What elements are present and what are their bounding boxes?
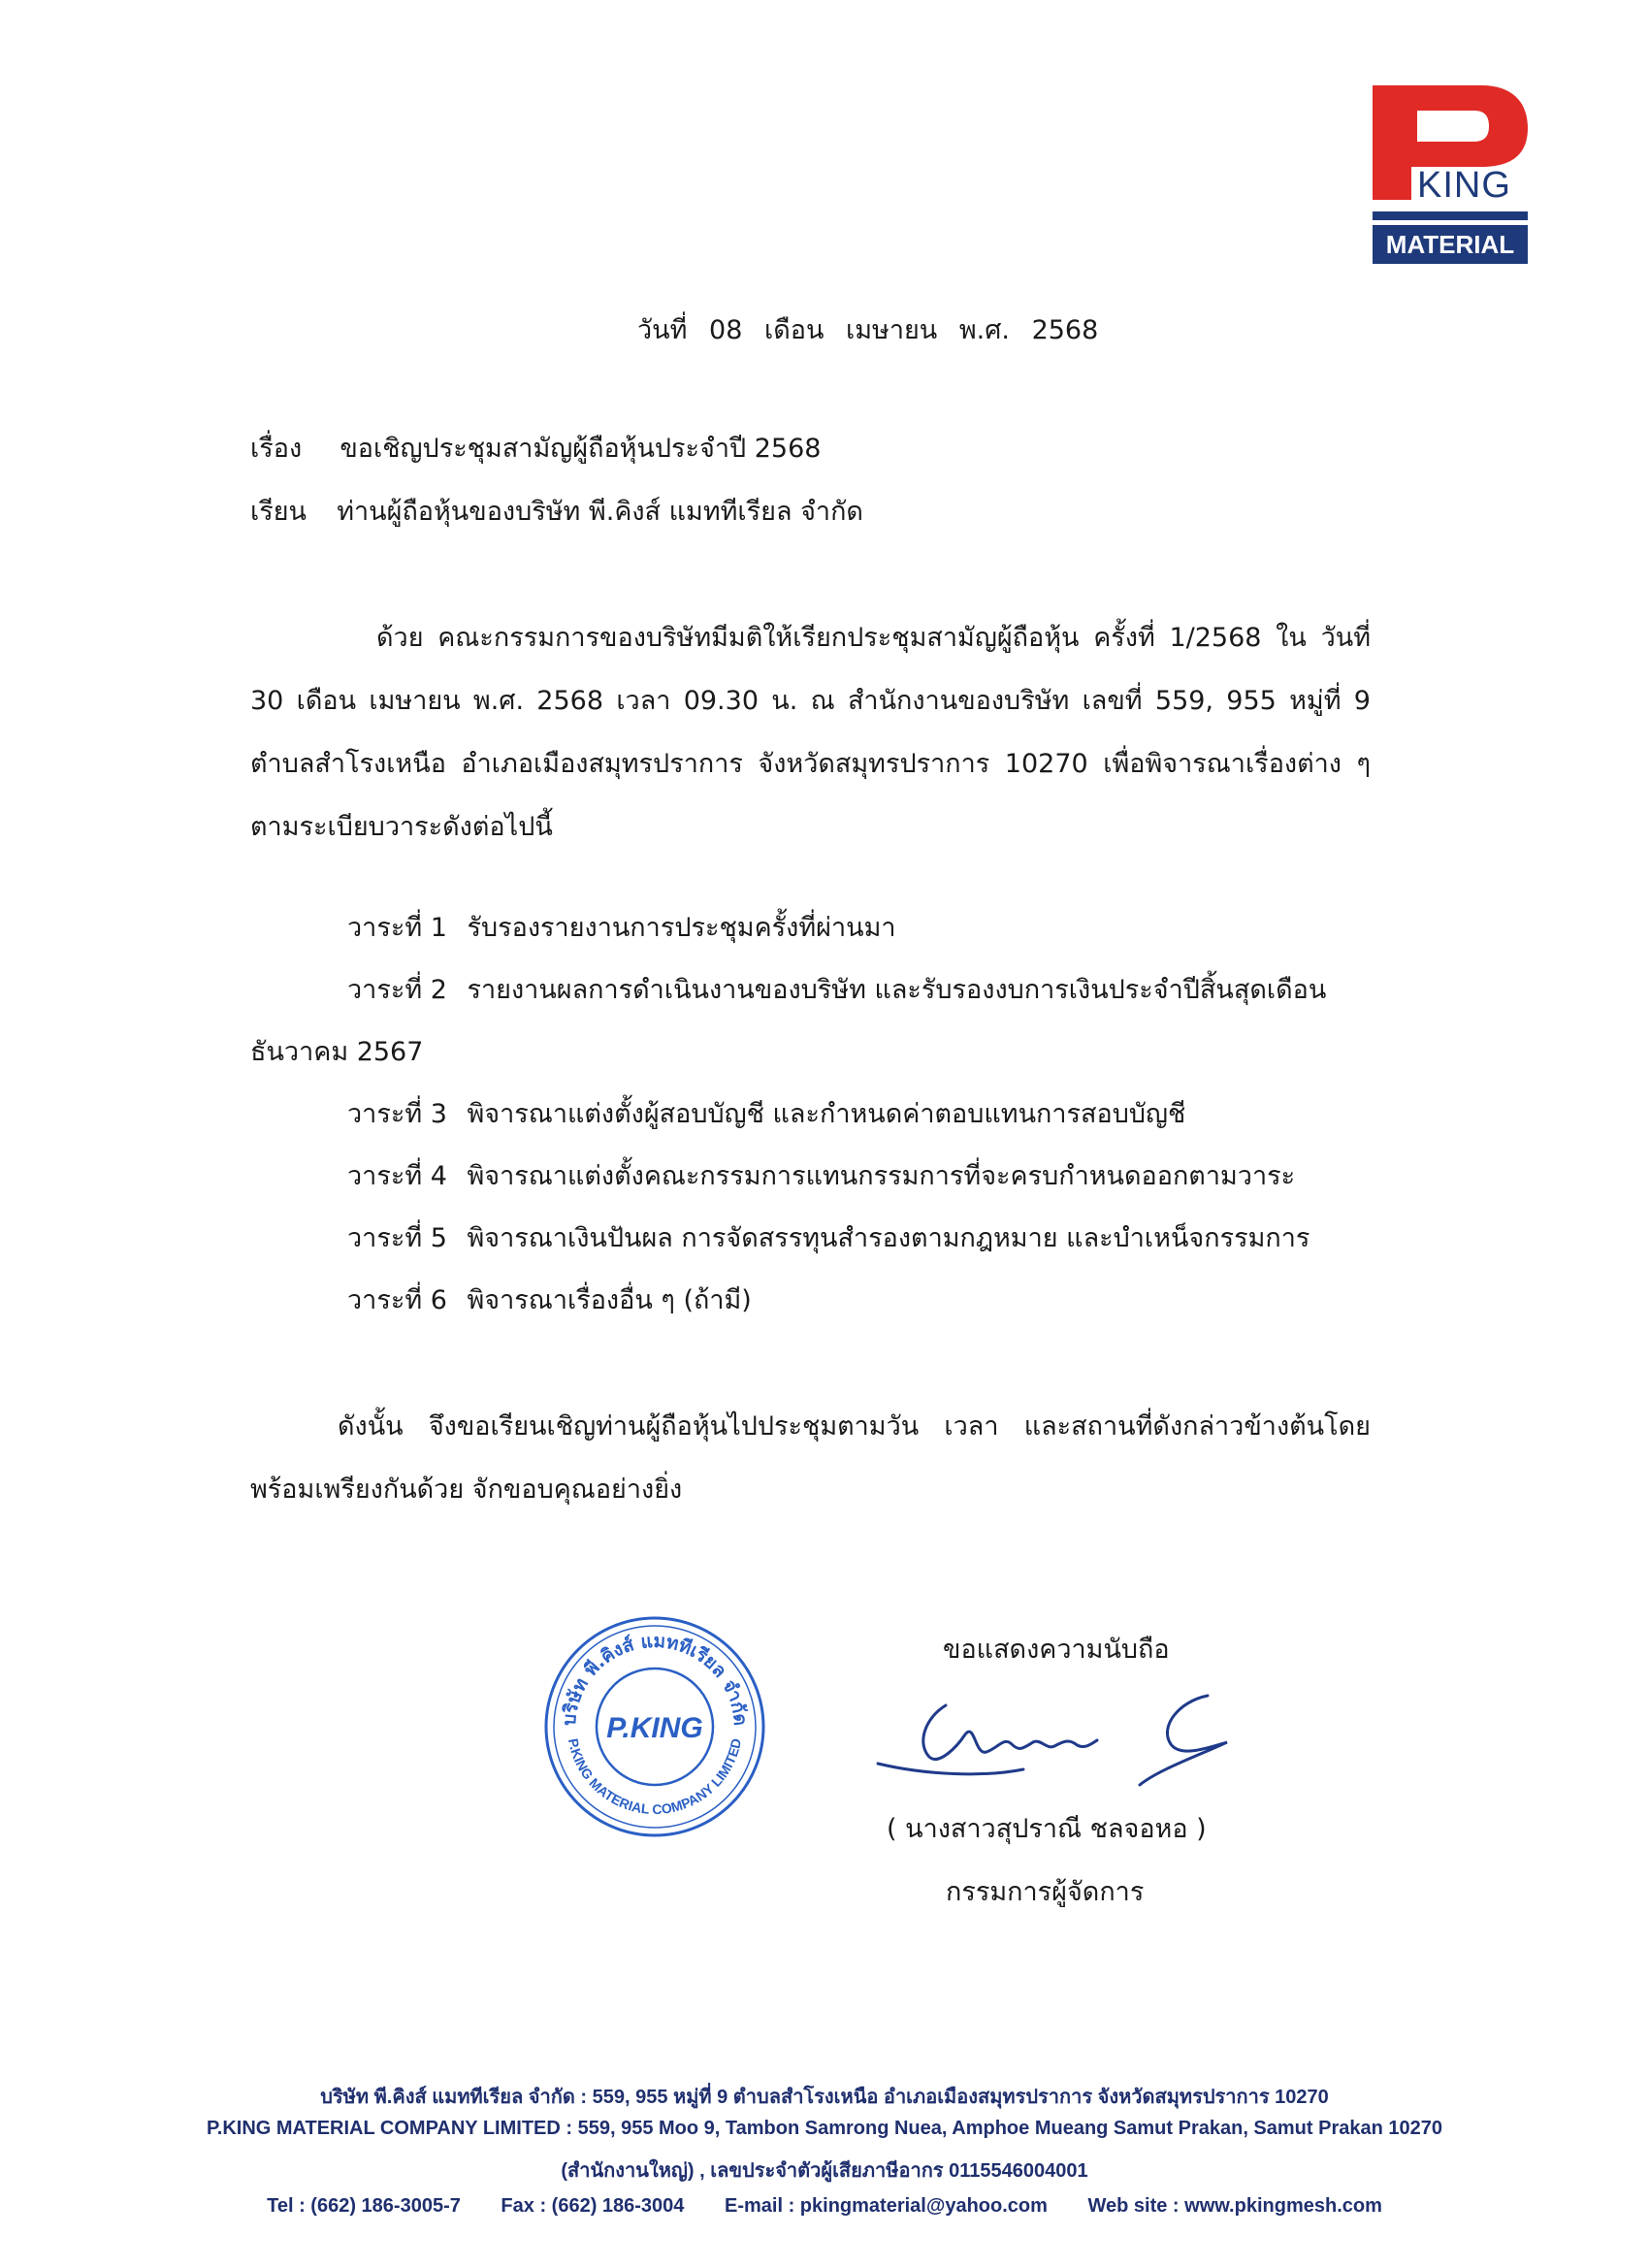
agenda-number: วาระที่ 5 [347, 1223, 447, 1253]
footer-address-thai: บริษัท พี.คิงส์ แมททีเรียล จำกัด : 559, 955 หมู่ที่ 9 ตำบลสำโรงเหนือ อำเภอเมืองสมุทรปราการ จังหวัดสมุทรปราการ 10270 [320, 2087, 1329, 2108]
logo-king-text: KING [1411, 167, 1534, 204]
stamp-english-text: P.KING MATERIAL COMPANY LIMITED [565, 1736, 745, 1818]
signer-name: ( นางสาวสุปราณี ชลจอหอ ) [887, 1814, 1207, 1844]
signer-position: กรรมการผู้จัดการ [946, 1877, 1145, 1907]
agenda-item-4 [250, 1146, 1375, 1208]
stamp-thai-text: บริษัท พี.คิงส์ แมททีเรียล จำกัด [558, 1630, 752, 1727]
intro-paragraph: ด้วย คณะกรรมการของบริษัทมีมติให้เรียกประชุมสามัญผู้ถือหุ้น ครั้งที่ 1/2568 ใน วันที่ 30 เดือน เมษายน พ.ศ. 2568 เวลา 09.30 น. ณ สำนักงานของบริษัท เลขที่ 559, 955 หมู่ที่ 9 ตำบลสำโรงเหนือ อำเภอเมืองสมุทรปราการ จังหวัดสมุทรปราการ 10270 เพื่อพิจารณาเรื่องต่าง ๆ ตามระเบียบวาระดังต่อไปนี้ [250, 623, 1371, 842]
date-day-label: วันที่ [637, 315, 688, 345]
letter-date [637, 313, 1112, 348]
agenda-list [250, 897, 1375, 1332]
footer-fax: Fax : (662) 186-3004 [501, 2195, 685, 2217]
company-logo [1373, 85, 1528, 265]
footer-email[interactable]: E-mail : pkingmaterial@yahoo.com [725, 2195, 1048, 2217]
agenda-number: วาระที่ 3 [347, 1099, 447, 1129]
agenda-text: รายงานผลการดำเนินงานของบริษัท และรับรองงบการเงินประจำปีสิ้นสุดเดือน [467, 975, 1327, 1005]
agenda-item-3 [250, 1084, 1375, 1146]
footer-tel: Tel : (662) 186-3005-7 [267, 2195, 461, 2217]
footer-address-english: P.KING MATERIAL COMPANY LIMITED : 559, 955 Moo 9, Tambon Samrong Nuea, Amphoe Mueang Samut Prakan, Samut Prakan 10270 [207, 2118, 1442, 2139]
subject-line [250, 432, 821, 467]
closing-salutation: ขอแสดงความนับถือ [943, 1635, 1170, 1665]
signature [868, 1688, 1266, 1804]
footer-tax-id: (สำนักงานใหญ่) , เลขประจำตัวผู้เสียภาษีอากร 0115546004001 [561, 2160, 1088, 2182]
date-year: 2568 [1031, 315, 1099, 345]
company-stamp [538, 1610, 771, 1843]
agenda-item-2 [250, 959, 1375, 1021]
agenda-text: รับรองรายงานการประชุมครั้งที่ผ่านมา [467, 913, 896, 943]
logo-material-text: MATERIAL [1373, 220, 1528, 264]
agenda-item-2-continuation: ธันวาคม 2567 [250, 1037, 424, 1067]
agenda-text: พิจารณาแต่งตั้งคณะกรรมการแทนกรรมการที่จะครบกำหนดออกตามวาระ [467, 1161, 1296, 1191]
date-month: เมษายน [846, 315, 938, 345]
stamp-center-text: P.KING [606, 1712, 703, 1744]
conclusion-paragraph: ดังนั้น จึงขอเรียนเชิญท่านผู้ถือหุ้นไปประชุมตามวัน เวลา และสถานที่ดังกล่าวข้างต้นโดยพร้อมเพรียงกันด้วย จักขอบคุณอย่างยิ่ง [250, 1411, 1371, 1505]
recipient-label: เรียน [250, 497, 307, 527]
agenda-item-5 [250, 1208, 1375, 1270]
date-year-label: พ.ศ. [958, 315, 1010, 345]
agenda-item-1 [250, 897, 1375, 959]
agenda-text: พิจารณาเรื่องอื่น ๆ (ถ้ามี) [467, 1285, 752, 1315]
agenda-text: พิจารณาแต่งตั้งผู้สอบบัญชี และกำหนดค่าตอบแทนการสอบบัญชี [467, 1099, 1186, 1129]
subject-label: เรื่อง [250, 434, 303, 464]
date-day: 08 [709, 315, 743, 345]
agenda-number: วาระที่ 4 [347, 1161, 447, 1191]
footer-website[interactable]: Web site : www.pkingmesh.com [1087, 2195, 1382, 2217]
agenda-text: พิจารณาเงินปันผล การจัดสรรทุนสำรองตามกฎหมาย และบำเหน็จกรรมการ [467, 1223, 1310, 1253]
subject-text: ขอเชิญประชุมสามัญผู้ถือหุ้นประจำปี 2568 [340, 434, 822, 464]
date-month-label: เดือน [763, 315, 824, 345]
recipient-text: ท่านผู้ถือหุ้นของบริษัท พี.คิงส์ แมททีเรียล จำกัด [337, 497, 863, 527]
recipient-line [250, 495, 863, 530]
footer-contacts [0, 2195, 1649, 2218]
agenda-number: วาระที่ 6 [347, 1285, 447, 1315]
agenda-number: วาระที่ 2 [347, 975, 447, 1005]
agenda-item-6 [250, 1270, 1375, 1332]
agenda-number: วาระที่ 1 [347, 913, 447, 943]
